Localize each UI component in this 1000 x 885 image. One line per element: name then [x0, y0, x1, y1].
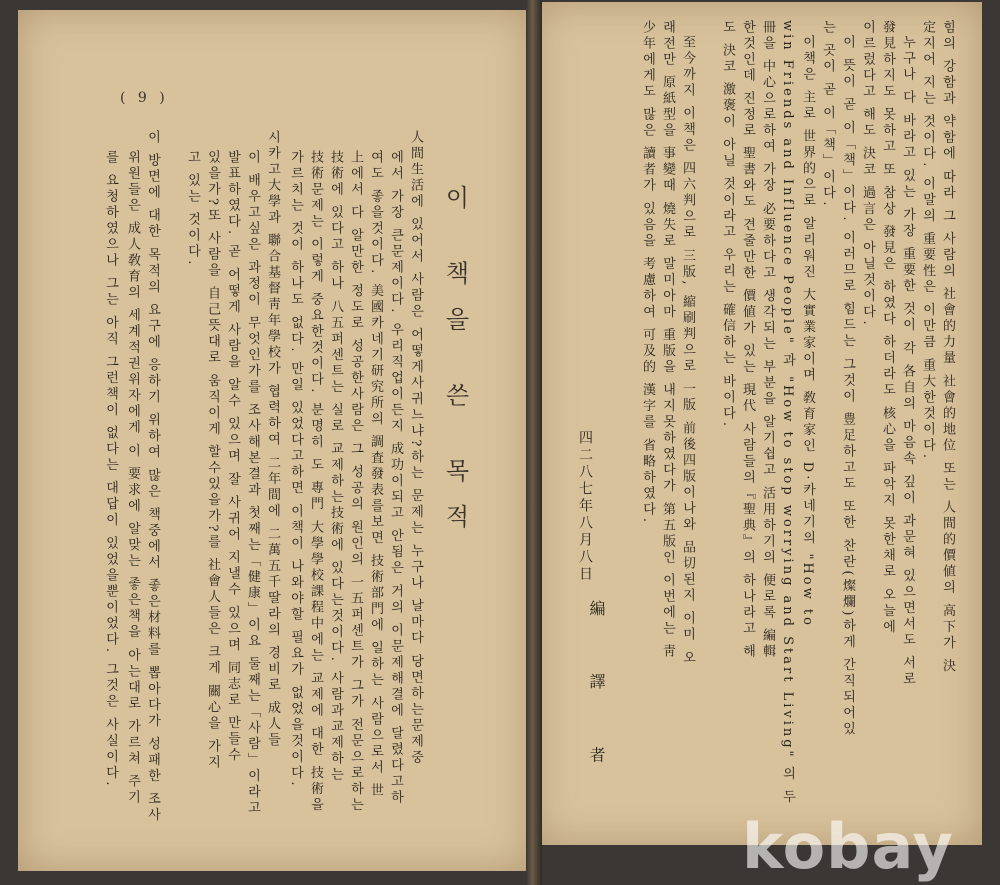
right-text-column: 發見하지도 못하고 또 참상 發見은 하였다 하더라도 核心을 파악지 못한채로 오늘에 — [880, 20, 895, 636]
left-text-column: 技術문제는 이렇게 중요한것이다. 분명히 도 專門 大學學校課程中에는 교제에 대한 技術을 — [308, 150, 323, 814]
right-text-column: 이르렀다고 해도 決코 過言은 아닐것이다. — [860, 20, 875, 328]
right-text-column: 少年에게도 많은 讀者가 있음을 考慮하여 可及的 漢字를 省略하였다. — [640, 20, 655, 526]
right-text-column: 누구나 다 바라고 있는 가장 重要한 것이 각 各自의 마음속 깊이 과문혀 있으면서도 서로 — [900, 35, 915, 688]
left-text-column: 있을가?또 사람을 自己뜻대로 움직이게 할수있을가?를 社會人들은 크게 關心을 가지 — [205, 150, 220, 771]
right-text-column: 는 곳이 곧 이「책」이다. — [820, 20, 835, 209]
left-text-column: 가르치는 것이 하나도 없다. 만일 있었다고하면 이책이 나와야할 필요가 없었을것이다. — [288, 150, 303, 789]
left-text-column: 위원들은 成人敎育의 세계적권위자에게 이 要求에 알맞는 좋은책을 아는대로 가르쳐 주기 — [125, 150, 140, 807]
left-text-column: 技術에 있다고 하나 八五퍼센트는 실로 교제하는技術에 있다는것이다. 사람과교제하는 — [328, 150, 343, 784]
left-text-column: 발표하였다. 곧 어떻게 사람을 알수 있으며 잘 사귀어 지낼수 있으며 同志로 만들수 — [225, 150, 240, 764]
book-gutter — [526, 0, 542, 885]
right-text-column: 도 決코 激褒이 아닐 것이라고 우리는 確信하는 바이다. — [720, 20, 735, 430]
right-text-column: 이 뜻이 곧 이「책」이다. 이러므로 힘드는 그것이 豊足하고도 또한 찬란(燦爛)하게 간직되어있 — [840, 35, 855, 738]
left-text-column: 이 방면에 대한 목적의 요구에 응하기 위하여 많은 책중에서 좋은材料를 뽑아다가 성패한 조사 — [145, 130, 160, 824]
left-text-column: 시카고大學과 聯合基督靑年學校가 협력하여 二年間에 二萬五千딸라의 경비로 成人들 — [265, 130, 280, 749]
preface-date: 四二八七年八月八日 — [577, 430, 593, 583]
editor-signature: 編 譯 者 — [587, 600, 606, 789]
right-text-column: 冊을 中心으로하여 가장 必要하다고 생각되는 부분을 알기쉽고 活用하기의 便로록 編輯 — [760, 20, 775, 661]
right-text-column: 定지어 지는 것이다. 이말의 重要性은 이만큼 重大한것이다. — [920, 20, 935, 462]
left-text-column: 人間生活에 있어서 사람은 어떻게사귀느냐?하는 문제는 누구나 날마다 당면하는문제중 — [408, 130, 423, 766]
right-text-column: 至今까지 이책은 四六判으로 三版, 縮刷判으로 一版 前後四版이나와 品切된지 이미 오 — [680, 35, 695, 667]
left-text-column: 여도 좋을것이다. 美國카네기研究所의 調査發表를보면 技術部門에 일하는 사람으로서 世 — [368, 150, 383, 800]
left-text-column: 上에서 다 알만한 정도로 성공한사람은 그 성공의 원인의 一五퍼센트가 그가 전문으로하는 — [348, 150, 363, 814]
right-text-column: 래전만 原紙型을 事變때 燒失로 말미아마 重版을 내지못하였다가 第五版인 이번에는 靑 — [660, 20, 675, 661]
left-text-column: 고 있는 것이다. — [185, 150, 200, 268]
right-text-column: win Friends and Influence People" 과 "How to stop worrying and Start Living" 의 두 — [780, 20, 795, 806]
chapter-title: 이 책을 쓴 목적 — [441, 185, 469, 550]
left-text-column: 를 요청하였으나 그는 아직 그런책이 없다는 대답이 있었을뿐이었다. 그것은 사실이다. — [103, 150, 118, 789]
right-text-column: 힘의 강함과 약함에 따라 그 사람의 社會的力量 社會的地位 또는 人間的價値의 高下가 決 — [940, 20, 955, 675]
right-text-column: 한것인데 진정로 聖書와도 견줄만한 價値가 있는 現代 사람들의『聖典』의 하나라고 해 — [740, 20, 755, 661]
page-number: ( 9 ) — [120, 90, 169, 106]
left-text-column: 에서 가장 큰문제이다. 우리직업이든지 成功이되고 안됨은 거의 이문제해결에 달렸다고하 — [388, 150, 403, 807]
watermark-logo: kobay — [742, 810, 954, 883]
right-text-column: 이책은 主로 世界的으로 알리워진 大實業家이며 敎育家인 D·카네기의 "How to — [800, 35, 815, 628]
left-text-column: 이 배우고싶은 과정이 무엇인가를 조사해본결과 첫째는「健康」이요 둘째는「사람」이라고 — [245, 150, 260, 817]
